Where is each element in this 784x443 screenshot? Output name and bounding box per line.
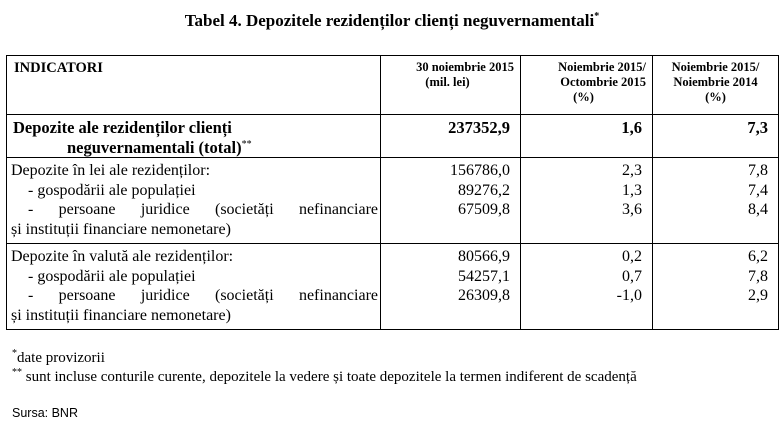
header-indicator: INDICATORI bbox=[7, 56, 381, 115]
header-row bbox=[7, 56, 779, 115]
lei-households-yoy: 7,4 bbox=[748, 181, 768, 199]
header-mom-line1: Noiembrie 2015/ bbox=[558, 60, 646, 74]
group-valuta-companies-line1: - persoane juridice (societăți nefinanciare bbox=[28, 287, 378, 304]
valuta-companies-yoy: 2,9 bbox=[748, 287, 768, 304]
total-label-line1: Depozite ale rezidenților clienți bbox=[13, 118, 232, 137]
footnotes bbox=[12, 349, 637, 387]
valuta-companies-mom: -1,0 bbox=[616, 287, 642, 304]
header-mom-unit: (%) bbox=[573, 90, 594, 104]
group-valuta-households: - gospodării ale populației bbox=[28, 267, 196, 285]
valuta-companies-value: 26309,8 bbox=[458, 287, 510, 304]
source-note: Sursa: BNR bbox=[12, 406, 78, 420]
group-valuta-values bbox=[381, 244, 521, 330]
header-yoy-line1: Noiembrie 2015/ bbox=[671, 60, 760, 74]
group-lei-mom bbox=[521, 158, 653, 244]
group-lei-companies-line1: - persoane juridice (societăți nefinanciare bbox=[28, 201, 378, 218]
valuta-total-yoy: 6,2 bbox=[748, 248, 768, 265]
footnote-1 bbox=[12, 349, 637, 368]
valuta-total-value: 80566,9 bbox=[458, 248, 510, 265]
table-title-text: Tabel 4. Depozitele rezidenților clienți neguvernamentali bbox=[184, 11, 595, 30]
group-lei-yoy bbox=[653, 158, 779, 244]
group-valuta-labels bbox=[7, 244, 381, 330]
header-stock bbox=[381, 56, 521, 115]
lei-companies-mom: 3,6 bbox=[622, 201, 642, 218]
lei-total-yoy: 7,8 bbox=[748, 162, 768, 179]
table-title bbox=[0, 10, 784, 32]
group-lei-values bbox=[381, 158, 521, 244]
deposits-table bbox=[6, 55, 779, 330]
group-valuta-companies-line2: și instituții financiare nemonetare) bbox=[11, 306, 231, 324]
group-lei-households: - gospodării ale populației bbox=[28, 181, 196, 199]
header-mom bbox=[521, 56, 653, 115]
group-row-lei bbox=[7, 158, 779, 244]
footnote-2 bbox=[12, 368, 637, 387]
header-stock-unit: (mil. lei) bbox=[425, 75, 470, 89]
valuta-total-mom: 0,2 bbox=[622, 248, 642, 265]
group-valuta-yoy bbox=[653, 244, 779, 330]
footnote-1-mark: * bbox=[12, 348, 17, 359]
header-stock-line1: 30 noiembrie 2015 bbox=[416, 60, 514, 74]
header-yoy-unit: (%) bbox=[705, 90, 726, 104]
group-valuta-heading: Depozite în valută ale rezidenților: bbox=[11, 248, 234, 265]
group-lei-labels bbox=[7, 158, 381, 244]
group-lei-companies-line2: și instituții financiare nemonetare) bbox=[11, 220, 231, 238]
total-mom: 1,6 bbox=[521, 115, 653, 158]
header-yoy-line2: Noiembrie 2014 bbox=[673, 75, 758, 89]
lei-total-value: 156786,0 bbox=[450, 162, 510, 179]
valuta-households-value: 54257,1 bbox=[458, 267, 510, 285]
total-label-line2-wrap bbox=[13, 138, 380, 158]
lei-households-value: 89276,2 bbox=[458, 181, 510, 199]
group-lei-heading: Depozite în lei ale rezidenților: bbox=[11, 162, 211, 179]
total-label bbox=[7, 115, 381, 158]
total-row bbox=[7, 115, 779, 158]
footnote-2-text: sunt incluse conturile curente, depozitele la vedere și toate depozitele la termen indiferent de scadență bbox=[22, 369, 637, 385]
total-label-line2: neguvernamentali (total) bbox=[67, 137, 242, 157]
valuta-households-yoy: 7,8 bbox=[748, 267, 768, 285]
total-value: 237352,9 bbox=[381, 115, 521, 158]
header-yoy bbox=[653, 56, 779, 115]
footnote-2-mark: ** bbox=[12, 367, 22, 378]
lei-households-mom: 1,3 bbox=[622, 181, 642, 199]
total-footnote-mark: ** bbox=[241, 138, 252, 150]
footnote-1-text: date provizorii bbox=[17, 350, 105, 366]
valuta-households-mom: 0,7 bbox=[622, 267, 642, 285]
lei-total-mom: 2,3 bbox=[622, 162, 642, 179]
title-footnote-mark: * bbox=[594, 11, 600, 22]
group-valuta-mom bbox=[521, 244, 653, 330]
lei-companies-value: 67509,8 bbox=[458, 201, 510, 218]
total-yoy: 7,3 bbox=[653, 115, 779, 158]
group-row-valuta bbox=[7, 244, 779, 330]
lei-companies-yoy: 8,4 bbox=[748, 201, 768, 218]
header-mom-line2: Octombrie 2015 bbox=[560, 75, 646, 89]
